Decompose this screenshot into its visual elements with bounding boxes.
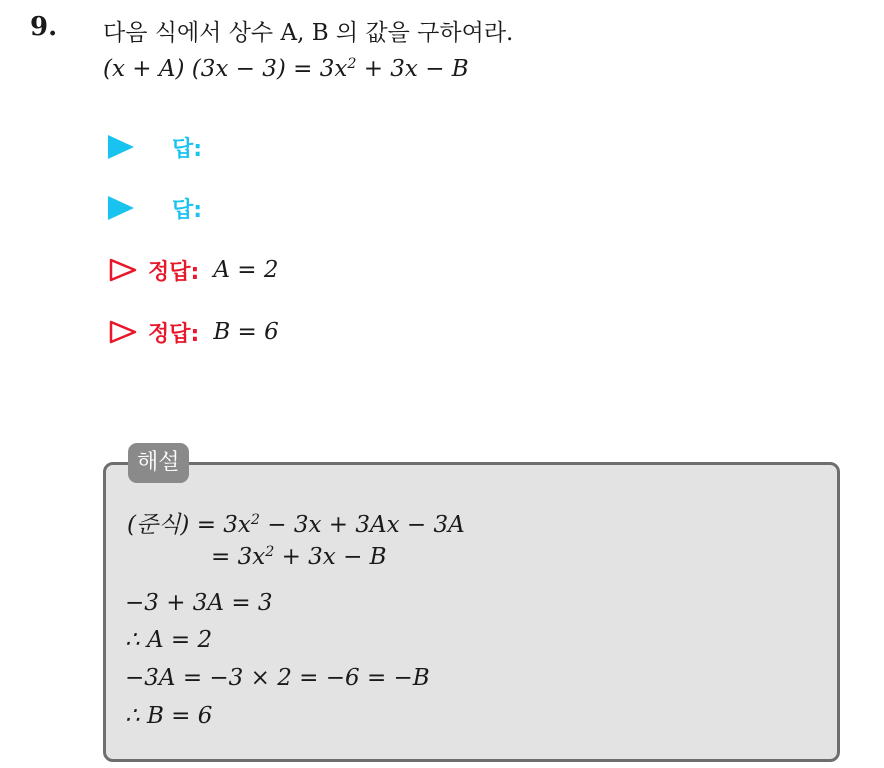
question-number: 9. [30, 12, 58, 42]
answer-row[interactable] [108, 191, 202, 225]
solution-line: = $3x^2 + 3x - B$ [211, 544, 387, 570]
solution-line: −3A = −3 × 2 = −6 = −B [125, 665, 430, 691]
play-triangle-icon [108, 196, 134, 220]
correct-answer-label: 정답: [148, 259, 200, 285]
equation-rhs: = $3x^2 + 3x - B$ [293, 56, 469, 82]
correct-answer-label: 정답: [148, 321, 200, 347]
answer-label: 답: [172, 197, 203, 223]
question-text: 다음 식에서 상수 A, B 의 값을 구하여라. [103, 20, 514, 46]
answer-row[interactable] [108, 130, 202, 164]
answer-label: 답: [172, 136, 203, 162]
correct-answer-row [108, 315, 279, 349]
correct-answer-row [108, 253, 278, 287]
play-triangle-icon [108, 135, 134, 159]
solution-line: (준식) = $3x^2 - 3x + 3Ax - 3A$ [127, 512, 465, 538]
solution-line: −3 + 3A = 3 [125, 590, 273, 616]
equation-lhs: (x + A) (3x − 3) [103, 56, 286, 82]
outline-triangle-icon [108, 257, 138, 283]
correct-answer-value: B = 6 [213, 319, 279, 345]
solution-tab: 해설 [128, 443, 189, 483]
outline-triangle-icon [108, 319, 138, 345]
solution-line: ∴ B = 6 [125, 703, 213, 729]
solution-line: ∴ A = 2 [125, 627, 213, 653]
correct-answer-value: A = 2 [213, 257, 279, 283]
question-equation [103, 56, 469, 82]
